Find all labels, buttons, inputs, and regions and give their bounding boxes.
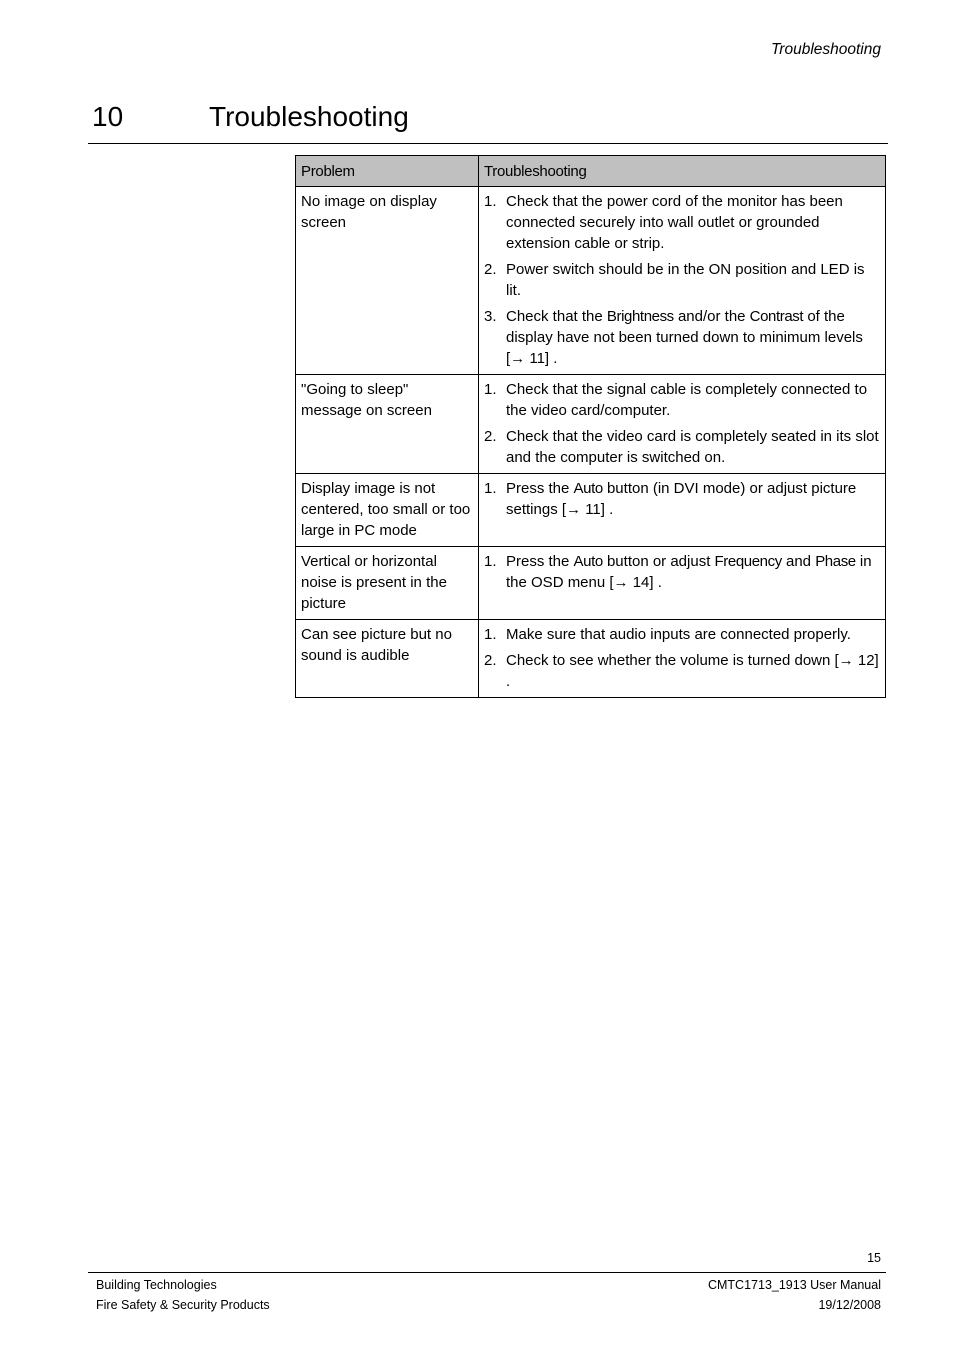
column-header-troubleshooting: Troubleshooting: [479, 156, 886, 187]
troubleshooting-cell: [479, 375, 886, 474]
control-name-brightness: Brightness: [606, 308, 674, 325]
table-row: [296, 187, 886, 375]
troubleshooting-cell: [479, 474, 886, 547]
chapter-rule: [88, 143, 888, 144]
troubleshooting-cell: [479, 620, 886, 698]
footer-left: [96, 1275, 270, 1315]
steps-list: [484, 624, 880, 692]
page-number: 15: [867, 1251, 881, 1265]
footer-document-title: CMTC1713_1913 User Manual: [707, 1278, 881, 1292]
footer-rule: [88, 1272, 886, 1273]
table-header-row: [296, 156, 886, 187]
table-row: [296, 375, 886, 474]
footer-right: [708, 1275, 881, 1315]
table-row: [296, 547, 886, 620]
list-item: 1. Press the Auto button or adjust Frequency and Phase in the OSD menu [→ 14] .: [484, 553, 872, 591]
troubleshooting-cell: [479, 187, 886, 375]
chapter-title: Troubleshooting: [209, 101, 409, 132]
steps-list: [484, 478, 880, 520]
control-name-auto: Auto: [573, 553, 603, 570]
control-name-contrast: Contrast: [749, 308, 804, 325]
footer-date: 19/12/2008: [818, 1298, 881, 1312]
column-header-problem: Problem: [296, 156, 479, 187]
chapter-number: 10: [92, 101, 124, 132]
problem-cell: Display image is not centered, too small or too large in PC mode: [296, 474, 479, 547]
list-item: 1. Press the Auto button (in DVI mode) or adjust picture settings [→ 11] .: [484, 480, 857, 518]
list-item: 2. Check that the video card is completely seated in its slot and the computer is switched on.: [484, 428, 879, 466]
problem-cell: Can see picture but no sound is audible: [296, 620, 479, 698]
steps-list: [484, 551, 880, 593]
steps-list: [484, 379, 880, 468]
list-item: 2. Power switch should be in the ON position and LED is lit.: [484, 261, 865, 299]
problem-cell: Vertical or horizontal noise is present in the picture: [296, 547, 479, 620]
control-name-frequency: Frequency: [714, 553, 782, 570]
control-name-phase: Phase: [815, 553, 856, 570]
troubleshooting-table: [295, 155, 886, 698]
list-item: 1. Check that the signal cable is completely connected to the video card/computer.: [484, 381, 868, 419]
running-head: Troubleshooting: [770, 41, 881, 58]
table-row: [296, 620, 886, 698]
table-row: [296, 474, 886, 547]
list-item: 1. Check that the power cord of the monitor has been connected securely into wall outlet or grounded extension cable or strip.: [484, 193, 843, 252]
list-item: 3. Check that the Brightness and/or the Contrast of the display have not been turned down to minimum levels [→ 11] .: [484, 308, 863, 367]
troubleshooting-cell: [479, 547, 886, 620]
list-item: 1. Make sure that audio inputs are connected properly.: [484, 626, 851, 643]
control-name-auto: Auto: [573, 480, 603, 497]
list-item: 2. Check to see whether the volume is turned down [→ 12] .: [484, 652, 879, 690]
footer-division: Fire Safety & Security Products: [96, 1298, 270, 1312]
steps-list: [484, 191, 880, 369]
footer-company: Building Technologies: [96, 1278, 217, 1292]
problem-cell: No image on display screen: [296, 187, 479, 375]
problem-cell: "Going to sleep" message on screen: [296, 375, 479, 474]
